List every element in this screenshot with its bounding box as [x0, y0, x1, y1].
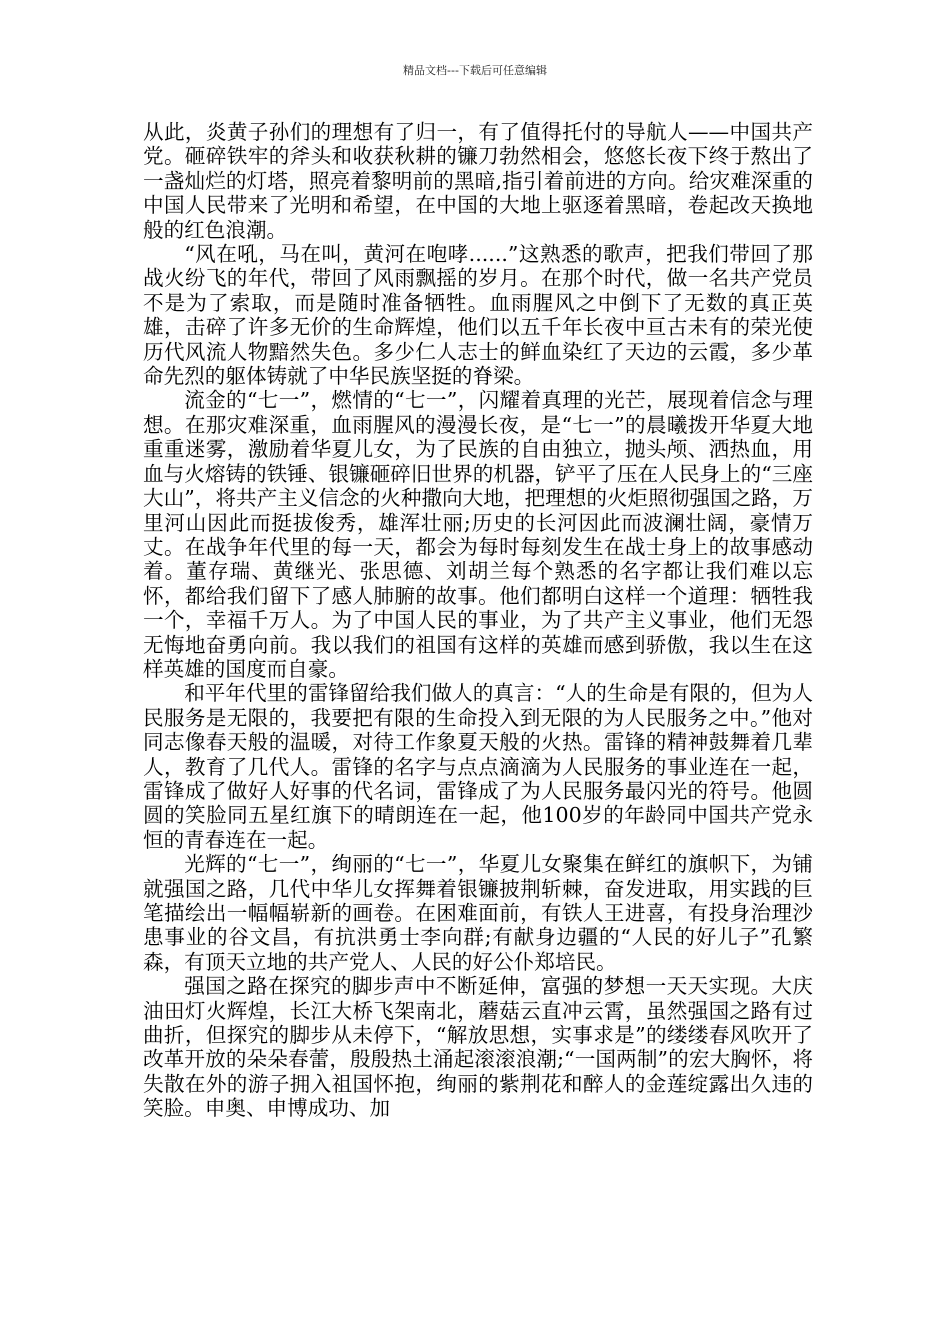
page-header: 精品文档---下载后可任意编辑: [403, 64, 547, 77]
paragraph: “风在吼，马在叫，黄河在咆哮......”这熟悉的歌声，把我们带回了那战火纷飞的年代，带回了风雨飘摇的岁月。在那个时代，做一名共产党员不是为了索取，而是随时准备牺牲。血雨腥风之中倒下了无数的真正英雄，击碎了许多无价的生命辉煌，他们以五千年长夜中亘古未有的荣光使历代风流人物黯然失色。多少仁人志士的鲜血染红了天边的云霞，多少革命先烈的躯体铸就了中华民族坚挺的脊梁。: [143, 242, 813, 389]
paragraph: 流金的“七一”，燃情的“七一”，闪耀着真理的光芒，展现着信念与理想。在那灾难深重，血雨腥风的漫漫长夜，是“七一”的晨曦拨开华夏大地重重迷雾，激励着华夏儿女，为了民族的自由独立，抛头颅、洒热血，用血与火熔铸的铁锤、银镰砸碎旧世界的机器，铲平了压在人民身上的“三座大山”，将共产主义信念的火种撒向大地，把理想的火炬照彻强国之路，万里河山因此而挺拔俊秀，雄浑壮丽;历史的长河因此而波澜壮阔，豪情万丈。在战争年代里的每一天，都会为每时每刻发生在战士身上的故事感动着。董存瑞、黄继光、张思德、刘胡兰每个熟悉的名字都让我们难以忘怀，都给我们留下了感人肺腑的故事。他们都明白这样一个道理：牺牲我一个，幸福千万人。为了中国人民的事业，为了共产主义事业，他们无怨无悔地奋勇向前。我以我们的祖国有这样的英雄而感到骄傲，我以生在这样英雄的国度而自豪。: [143, 388, 813, 681]
paragraph: 光辉的“七一”，绚丽的“七一”，华夏儿女聚集在鲜红的旗帜下，为铺就强国之路，几代中华儿女挥舞着银镰披荆斩棘，奋发进取，用实践的巨笔描绘出一幅幅崭新的画卷。在困难面前，有铁人王进喜，有投身治理沙患事业的谷文昌，有抗洪勇士李向群;有献身边疆的“人民的好儿子”孔繁森，有顶天立地的共产党人、人民的好公仆郑培民。: [143, 852, 813, 974]
paragraph: 从此，炎黄子孙们的理想有了归一，有了值得托付的导航人——中国共产党。砸碎铁牢的斧头和收获秋耕的镰刀勃然相会，悠悠长夜下终于熬出了一盏灿烂的灯塔，照亮着黎明前的黑暗,指引着前进的方向。给灾难深重的中国人民带来了光明和希望，在中国的大地上驱逐着黑暗，卷起改天换地般的红色浪潮。: [143, 120, 813, 242]
paragraph: 和平年代里的雷锋留给我们做人的真言：“人的生命是有限的，但为人民服务是无限的，我要把有限的生命投入到无限的为人民服务之中。”他对同志像春天般的温暖，对待工作象夏天般的火热。雷锋的精神鼓舞着几辈人，教育了几代人。雷锋的名字与点点滴滴为人民服务的事业连在一起，雷锋成了做好人好事的代名词，雷锋成了为人民服务最闪光的符号。他圆圆的笑脸同五星红旗下的晴朗连在一起，他100岁的年龄同中国共产党永恒的青春连在一起。: [143, 681, 813, 852]
paragraph: 强国之路在探究的脚步声中不断延伸，富强的梦想一天天实现。大庆油田灯火辉煌，长江大桥飞架南北，蘑菇云直冲云霄，虽然强国之路有过曲折，但探究的脚步从未停下，“解放思想，实事求是”的缕缕春风吹开了改革开放的朵朵春蕾，殷殷热土涌起滚滚浪潮;“一国两制”的宏大胸怀，将失散在外的游子拥入祖国怀抱，绚丽的紫荆花和醉人的金莲绽露出久违的笑脸。申奥、申博成功、加: [143, 974, 813, 1121]
document-body: [143, 120, 813, 1121]
